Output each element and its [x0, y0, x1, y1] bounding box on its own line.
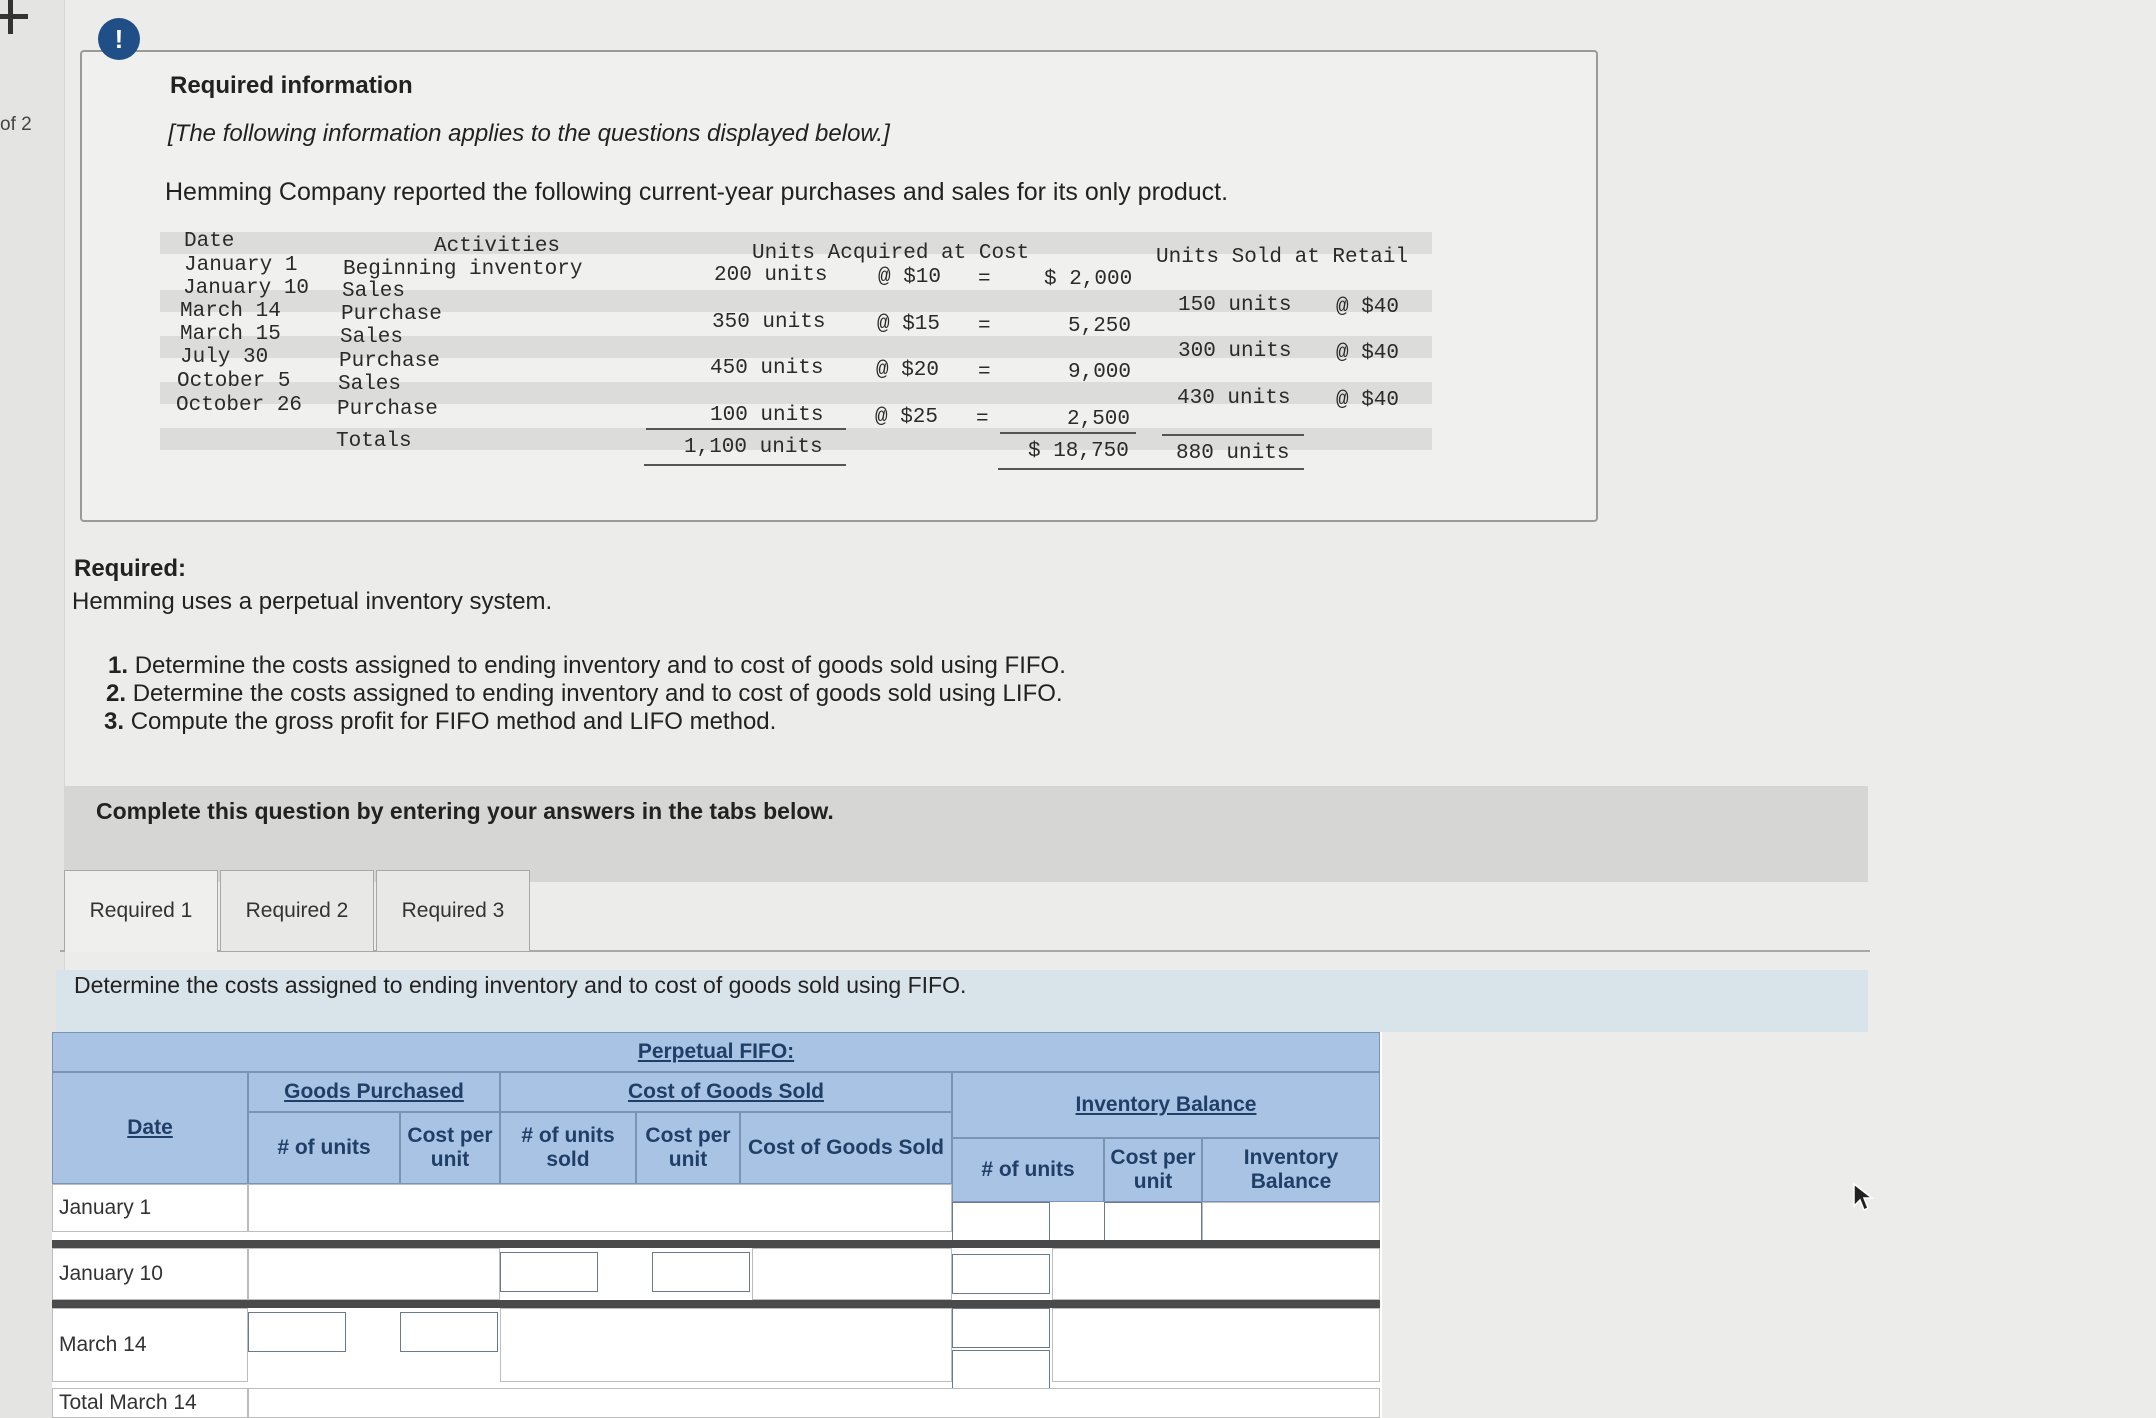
cogs-cell — [752, 1248, 952, 1300]
unit-cost: @ $20 — [876, 359, 940, 382]
retail-price: @ $40 — [1336, 296, 1400, 319]
header-units-acquired: Units Acquired at Cost — [752, 242, 1030, 265]
row-activity: Purchase — [341, 303, 442, 326]
row-date: January 1 — [184, 254, 298, 277]
tab-required-1[interactable]: Required 1 — [64, 870, 218, 952]
page-count: of 2 — [0, 114, 32, 135]
total-units-sold: 880 units — [1176, 442, 1290, 465]
row-separator — [52, 1240, 1380, 1248]
row-activity: Sales — [338, 373, 402, 396]
row-activity: Purchase — [339, 350, 440, 373]
row-cells — [248, 1184, 952, 1232]
row-cells — [500, 1308, 952, 1382]
row-label-total-march-14: Total March 14 — [52, 1388, 248, 1418]
inventory-cost-input[interactable] — [1104, 1202, 1202, 1242]
row-separator — [52, 1300, 1380, 1308]
equals: = — [978, 268, 991, 291]
header-units-sold: Units Sold at Retail — [1156, 246, 1409, 269]
inventory-units-input[interactable] — [952, 1202, 1050, 1242]
unit-cost: @ $25 — [875, 406, 939, 429]
inventory-units-input[interactable] — [952, 1308, 1050, 1348]
complete-question-text: Complete this question by entering your answers in the tabs below. — [96, 798, 834, 824]
units-acquired: 450 units — [710, 357, 824, 380]
equals: = — [978, 315, 991, 338]
instruction-text: Determine the costs assigned to ending inventory and to cost of goods sold using FIFO. — [74, 972, 967, 998]
mouse-cursor-icon — [1852, 1182, 1874, 1212]
info-subtitle: [The following information applies to the questions displayed below.] — [168, 120, 890, 147]
equals: = — [976, 408, 989, 431]
retail-price: @ $40 — [1336, 342, 1400, 365]
row-cells — [248, 1388, 1380, 1418]
row-cells — [1052, 1248, 1380, 1300]
date-header: Date — [52, 1072, 248, 1184]
row-label-march-14: March 14 — [52, 1308, 248, 1382]
cogs-header: Cost of Goods Sold — [500, 1072, 952, 1112]
equals: = — [978, 361, 991, 384]
col-units-purchased: # of units — [248, 1112, 400, 1184]
alert-icon: ! — [98, 18, 140, 60]
inventory-units-input[interactable] — [952, 1350, 1050, 1390]
total-cost: 5,250 — [1068, 315, 1132, 338]
total-cost-sum: $ 18,750 — [1028, 440, 1129, 463]
col-inventory-units: # of units — [952, 1138, 1104, 1202]
units-acquired: 350 units — [712, 311, 826, 334]
row-date: July 30 — [180, 346, 269, 369]
goods-purchased-header: Goods Purchased — [248, 1072, 500, 1112]
header-date: Date — [184, 230, 235, 253]
fifo-title: Perpetual FIFO: — [52, 1032, 1380, 1072]
col-cost-per-unit-purchased: Cost per unit — [400, 1112, 500, 1184]
units-purchased-input[interactable] — [248, 1312, 346, 1352]
perpetual-fifo-grid — [52, 1032, 1382, 1418]
unit-cost: @ $10 — [878, 266, 942, 289]
row-date: October 26 — [176, 394, 303, 417]
units-acquired: 200 units — [714, 264, 828, 287]
tab-required-2[interactable]: Required 2 — [220, 870, 374, 952]
row-activity: Sales — [342, 280, 406, 303]
header-activities: Activities — [434, 235, 561, 258]
totals-label: Totals — [336, 430, 412, 453]
plus-icon[interactable] — [0, 0, 30, 34]
required-system: Hemming uses a perpetual inventory system. — [72, 588, 553, 615]
unit-cost: @ $15 — [877, 313, 941, 336]
col-cogs: Cost of Goods Sold — [740, 1112, 952, 1184]
retail-price: @ $40 — [1336, 389, 1400, 412]
inventory-balance-cell — [1202, 1202, 1380, 1242]
total-cost: $ 2,000 — [1044, 268, 1133, 291]
units-sold: 300 units — [1178, 340, 1292, 363]
col-cost-per-unit-sold: Cost per unit — [636, 1112, 740, 1184]
col-inventory-cost-per-unit: Cost per unit — [1104, 1138, 1202, 1202]
row-activity: Purchase — [337, 398, 438, 421]
row-label-january-10: January 10 — [52, 1248, 248, 1300]
total-cost: 2,500 — [1067, 408, 1131, 431]
inventory-units-input[interactable] — [952, 1254, 1050, 1294]
units-acquired: 100 units — [710, 404, 824, 427]
row-activity: Beginning inventory — [343, 258, 583, 281]
row-cells — [1052, 1308, 1380, 1382]
total-units-acquired: 1,100 units — [684, 436, 823, 459]
row-label-january-1: January 1 — [52, 1184, 248, 1232]
cost-per-unit-purchased-input[interactable] — [400, 1312, 498, 1352]
total-cost: 9,000 — [1068, 361, 1132, 384]
info-title: Required information — [170, 72, 413, 99]
units-sold: 430 units — [1177, 387, 1291, 410]
units-sold: 150 units — [1178, 294, 1292, 317]
row-date: March 14 — [180, 300, 281, 323]
row-date: October 5 — [177, 370, 291, 393]
col-inventory-balance: Inventory Balance — [1202, 1138, 1380, 1202]
inventory-balance-header: Inventory Balance — [952, 1072, 1380, 1138]
row-cells — [248, 1248, 500, 1300]
cost-per-unit-sold-input[interactable] — [652, 1252, 750, 1292]
col-units-sold: # of units sold — [500, 1112, 636, 1184]
info-intro: Hemming Company reported the following current-year purchases and sales for its only product. — [165, 178, 1229, 206]
required-heading: Required: — [74, 555, 187, 582]
row-activity: Sales — [340, 326, 404, 349]
row-date: March 15 — [180, 323, 281, 346]
task-item-1: 1. Determine the costs assigned to ending inventory and to cost of goods sold using FIFO. — [108, 652, 1066, 679]
units-sold-input[interactable] — [500, 1252, 598, 1292]
row-date: January 10 — [183, 277, 310, 300]
task-item-2: 2. Determine the costs assigned to ending inventory and to cost of goods sold using LIFO. — [106, 680, 1063, 707]
tab-required-3[interactable]: Required 3 — [376, 870, 530, 952]
task-item-3: 3. Compute the gross profit for FIFO method and LIFO method. — [104, 708, 777, 735]
